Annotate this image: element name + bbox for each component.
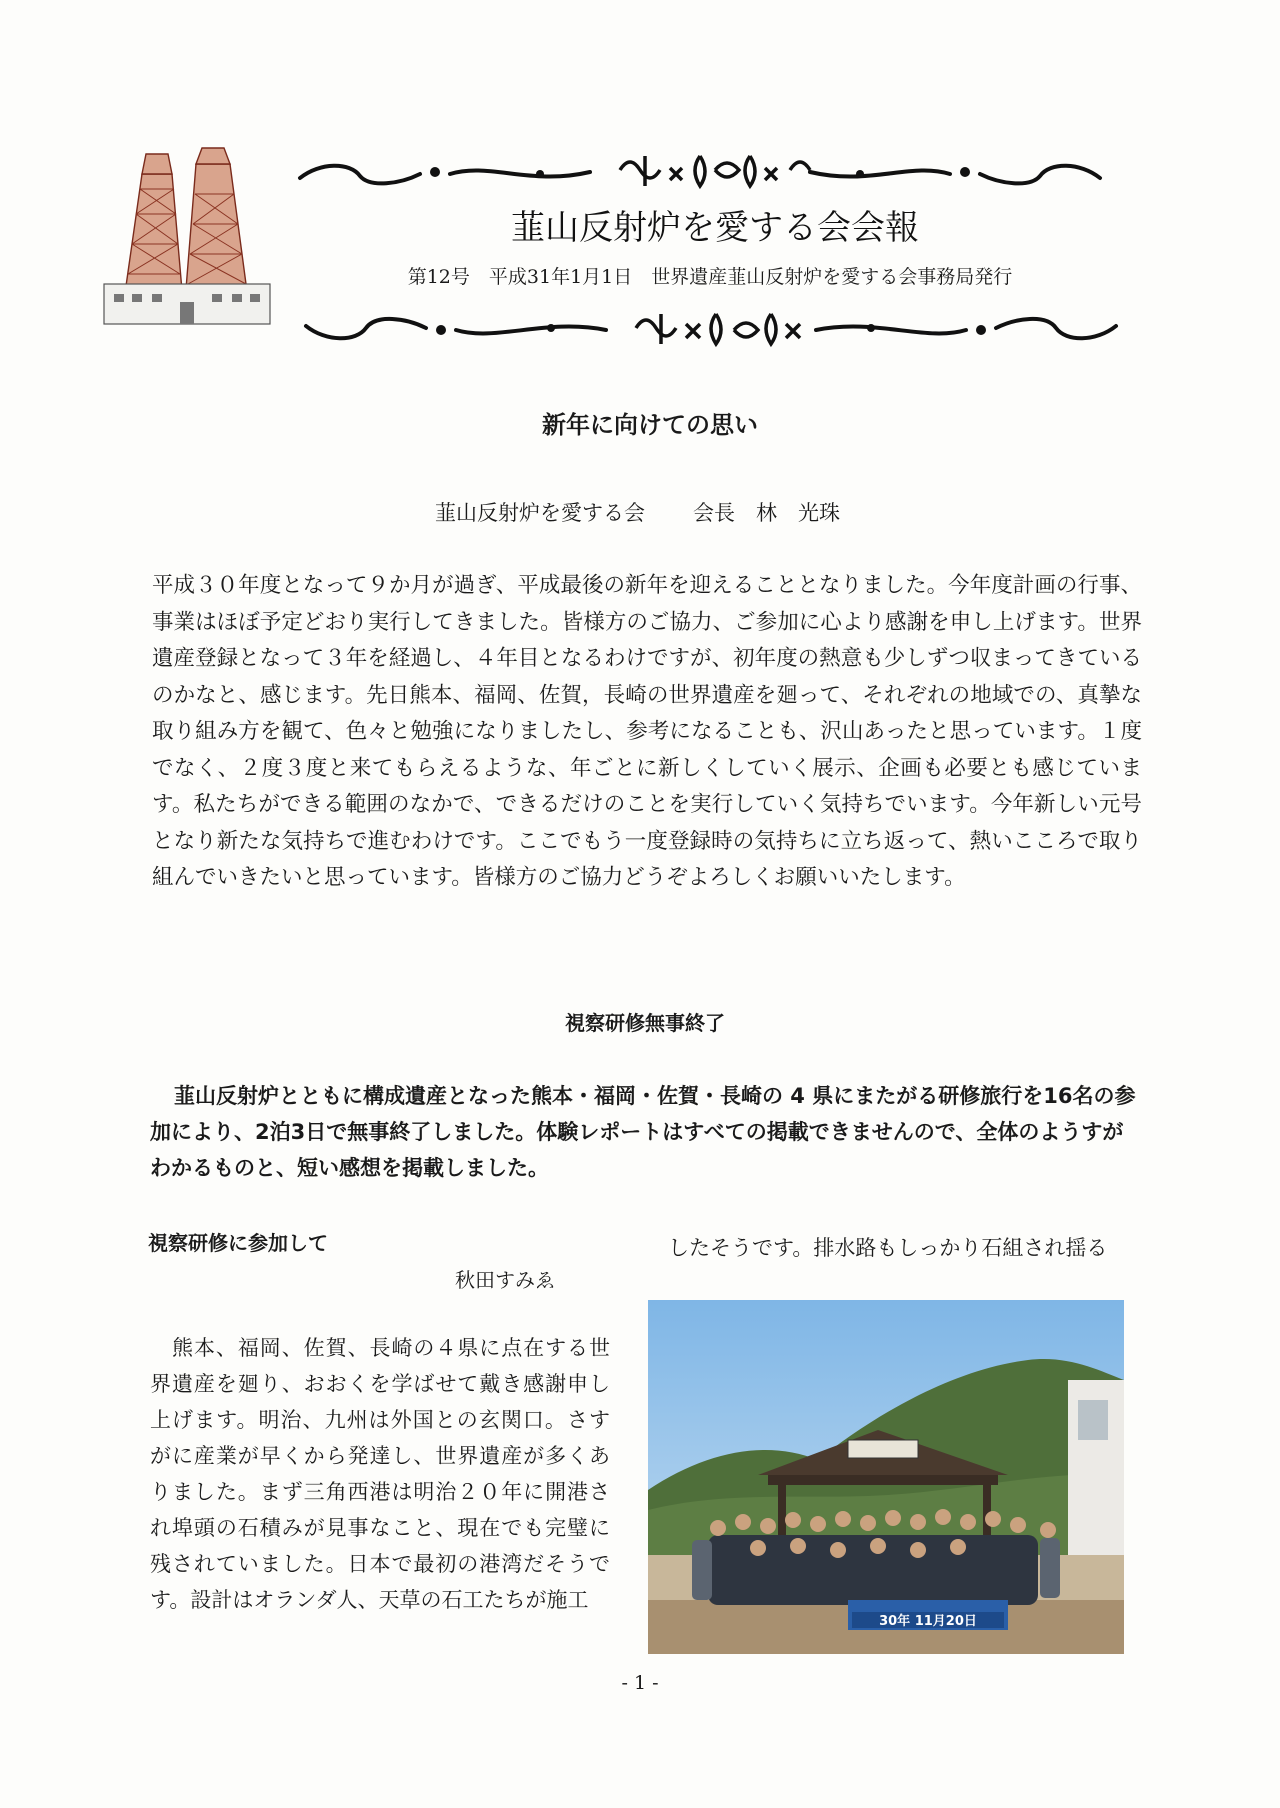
issue-line: 第12号 平成31年1月1日 世界遺産韮山反射炉を愛する会事務局発行 [407, 266, 1013, 288]
article-heading: 新年に向けての思い [542, 411, 758, 439]
report-author: 秋田すみゑ [455, 1268, 555, 1292]
group-photo-image [648, 1300, 1124, 1654]
article-body: 平成３０年度となって９か月が過ぎ、平成最後の新年を迎えることとなりました。今年度計画の行事、事業はほぼ予定どおり実行してきました。皆様方のご協力、ご参加に心より感謝を申し上げます。世界遺産登録となって３年を経過し、４年目となるわけですが、初年度の熱意も少しずつ収まってきているのかなと、感じます。先日熊本、福岡、佐賀，長崎の世界遺産を廻って、それぞれの地域での、真摯な取り組み方を観て、色々と勉強になりましたし、参考になることも、沢山あったと思っています。１度でなく、２度３度と来てもらえるような、年ごとに新しくしていく展示、企画も必要とも感じています。私たちができる範囲のなかで、できるだけのことを実行していく気持ちでいます。今年新しい元号となり新たな気持ちで進むわけです。ここでもう一度登録時の気持ちに立ち返って、熱いこころで取り組んでいきたいと思っています。皆様方のご協力どうぞよろしくお願いいたします。 [152, 573, 1142, 890]
author-name: 会長 林 光珠 [693, 501, 840, 525]
floral-scroll-ornament-icon [296, 302, 1126, 352]
newsletter-title: 韮山反射炉を愛する会会報 [511, 208, 919, 248]
page-number: - 1 - [621, 1672, 659, 1694]
floral-scroll-ornament-icon [290, 148, 1110, 194]
report-body: 熊本、福岡、佐賀、長崎の４県に点在する世界遺産を廻り、おおくを学ばせて戴き感謝申し上げます。明治、九州は外国との玄関口。さすがに産業が早くから発達し、世界遺産が多くありました。まず三角西港は明治２０年に開港され埠頭の石積みが見事なこと、現在でも完璧に残されていました。日本で最初の港湾だそうです。設計はオランダ人、天草の石工たちが施工 [150, 1336, 610, 1612]
article-author [435, 497, 840, 527]
photo-date-sign: 30年 11月20日 [879, 1614, 977, 1629]
report-body-continued: したそうです。排水路もしっかり石組され揺る [668, 1236, 1108, 1260]
section-heading: 視察研修無事終了 [565, 1011, 725, 1035]
author-organization: 韮山反射炉を愛する会 [435, 501, 645, 525]
reflector-furnace-tower-icon [92, 144, 282, 329]
section-summary: 韮山反射炉とともに構成遺産となった熊本・福岡・佐賀・長崎の 4 県にまたがる研修旅行を16名の参加により、2泊3日で無事終了しました。体験レポートはすべての掲載できませんので、全体のようすがわかるものと、短い感想を掲載しました。 [150, 1084, 1136, 1180]
group-photo [648, 1300, 1124, 1654]
report-heading: 視察研修に参加して [148, 1231, 328, 1255]
